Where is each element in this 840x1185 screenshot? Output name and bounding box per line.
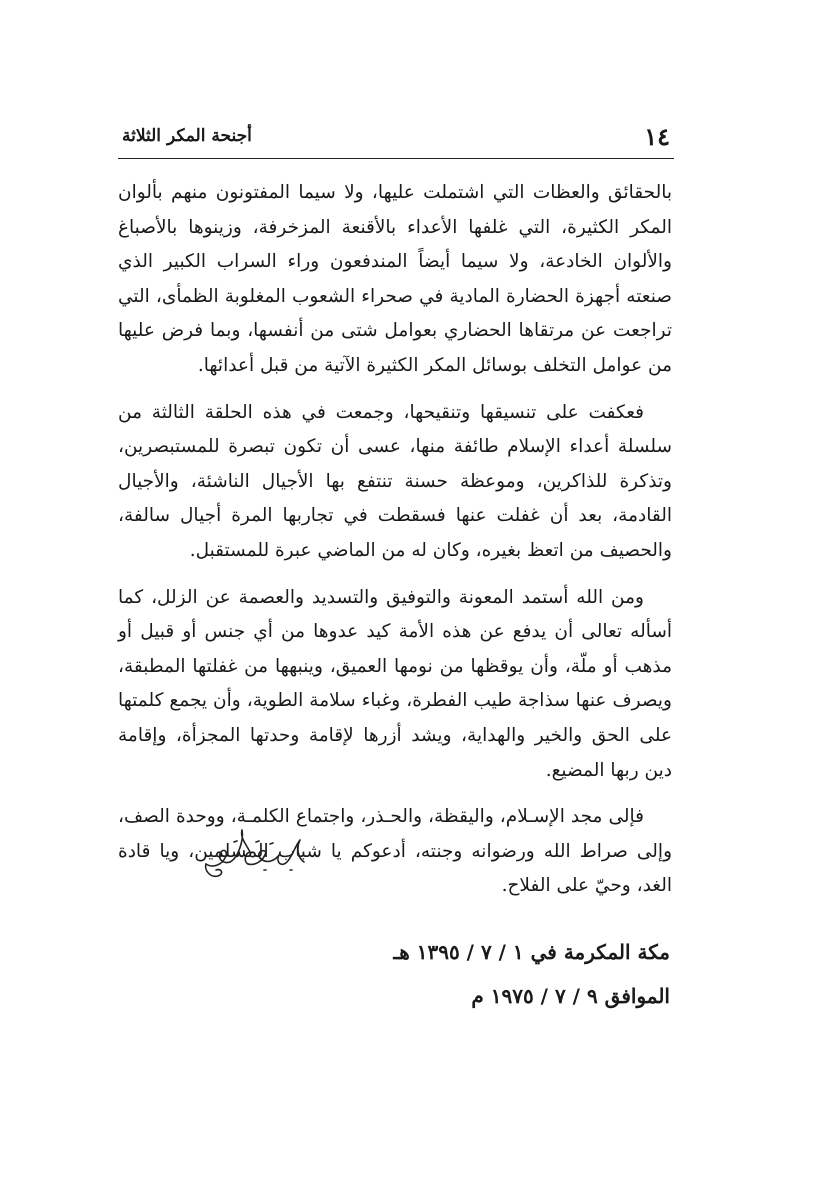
page-number: ١٤ [644, 122, 670, 151]
paragraph-1: بالحقائق والعظات التي اشتملت عليها، ولا سيما المفتونون منهم بألوان المكر الكثيرة، التي غلفها الأعداء بالأقنعة المزخرفة، وزينوها بالأصباغ والألوان الخادعة، ولا سيما أيضاً المندفعون وراء السراب الكبير الذي صنعته أجهزة الحضارة المادية في صحراء الشعوب المغلوبة الظمأى، التي تراجعت عن مرتقاها الحضاري بعوامل شتى من أنفسها، وبما فرض عليها من عوامل التخلف بوسائل المكر الكثيرة الآتية من قبل أعدائها. [118, 182, 672, 376]
body-text [118, 176, 672, 916]
page-header [118, 118, 674, 159]
running-title: أجنحة المكر الثلاثة [122, 126, 252, 146]
paragraph-2: فعكفت على تنسيقها وتنقيحها، وجمعت في هذه الحلقة الثالثة من سلسلة أعداء الإسلام طائفة منها، عسى أن تكون تبصرة للمستبصرين، وتذكرة للذاكرين، وموعظة حسنة تنتفع بها الأجيال الناشئة، والأجيال القادمة، بعد أن غفلت عنها فسقطت في تجاربها المرة أجيال سالفة، والحصيف من اتعظ بغيره، وكان له من الماضي عبرة للمستقبل. [118, 401, 672, 561]
paragraph-3: ومن الله أستمد المعونة والتوفيق والتسديد والعصمة عن الزلل، كما أسأله تعالى أن يدفع عن هذه الأمة كيد عدوها من أي جنس أو قبيل أو مذهب أو ملّة، وأن يوقظها من نومها العميق، وينبهها من غفلتها المطبقة، ويصرف عنها سذاجة طيب الفطرة، وغباء سلامة الطوية، وأن يجمع كلمتها على الحق والخير والهداية، ويشد أزرها لإقامة وحدتها المجزأة، وإقامة دين ربها المضيع. [118, 586, 672, 781]
gregorian-date: الموافق ٩ / ٧ / ١٩٧٥ م [471, 984, 670, 1008]
dateline [380, 930, 670, 1018]
handwritten-signature [200, 818, 310, 888]
paragraph-4: فإلى مجد الإسـلام، واليقظة، والحـذر، واجتماع الكلمـة، ووحدة الصف، وإلى صراط الله ورضوانه وجنته، أدعوكم يا شباب المسلمين، ويا قادة الغد، وحيّ على الفلاح. [118, 806, 672, 897]
hijri-date: مكة المكرمة في ١ / ٧ / ١٣٩٥ هـ [393, 940, 670, 964]
